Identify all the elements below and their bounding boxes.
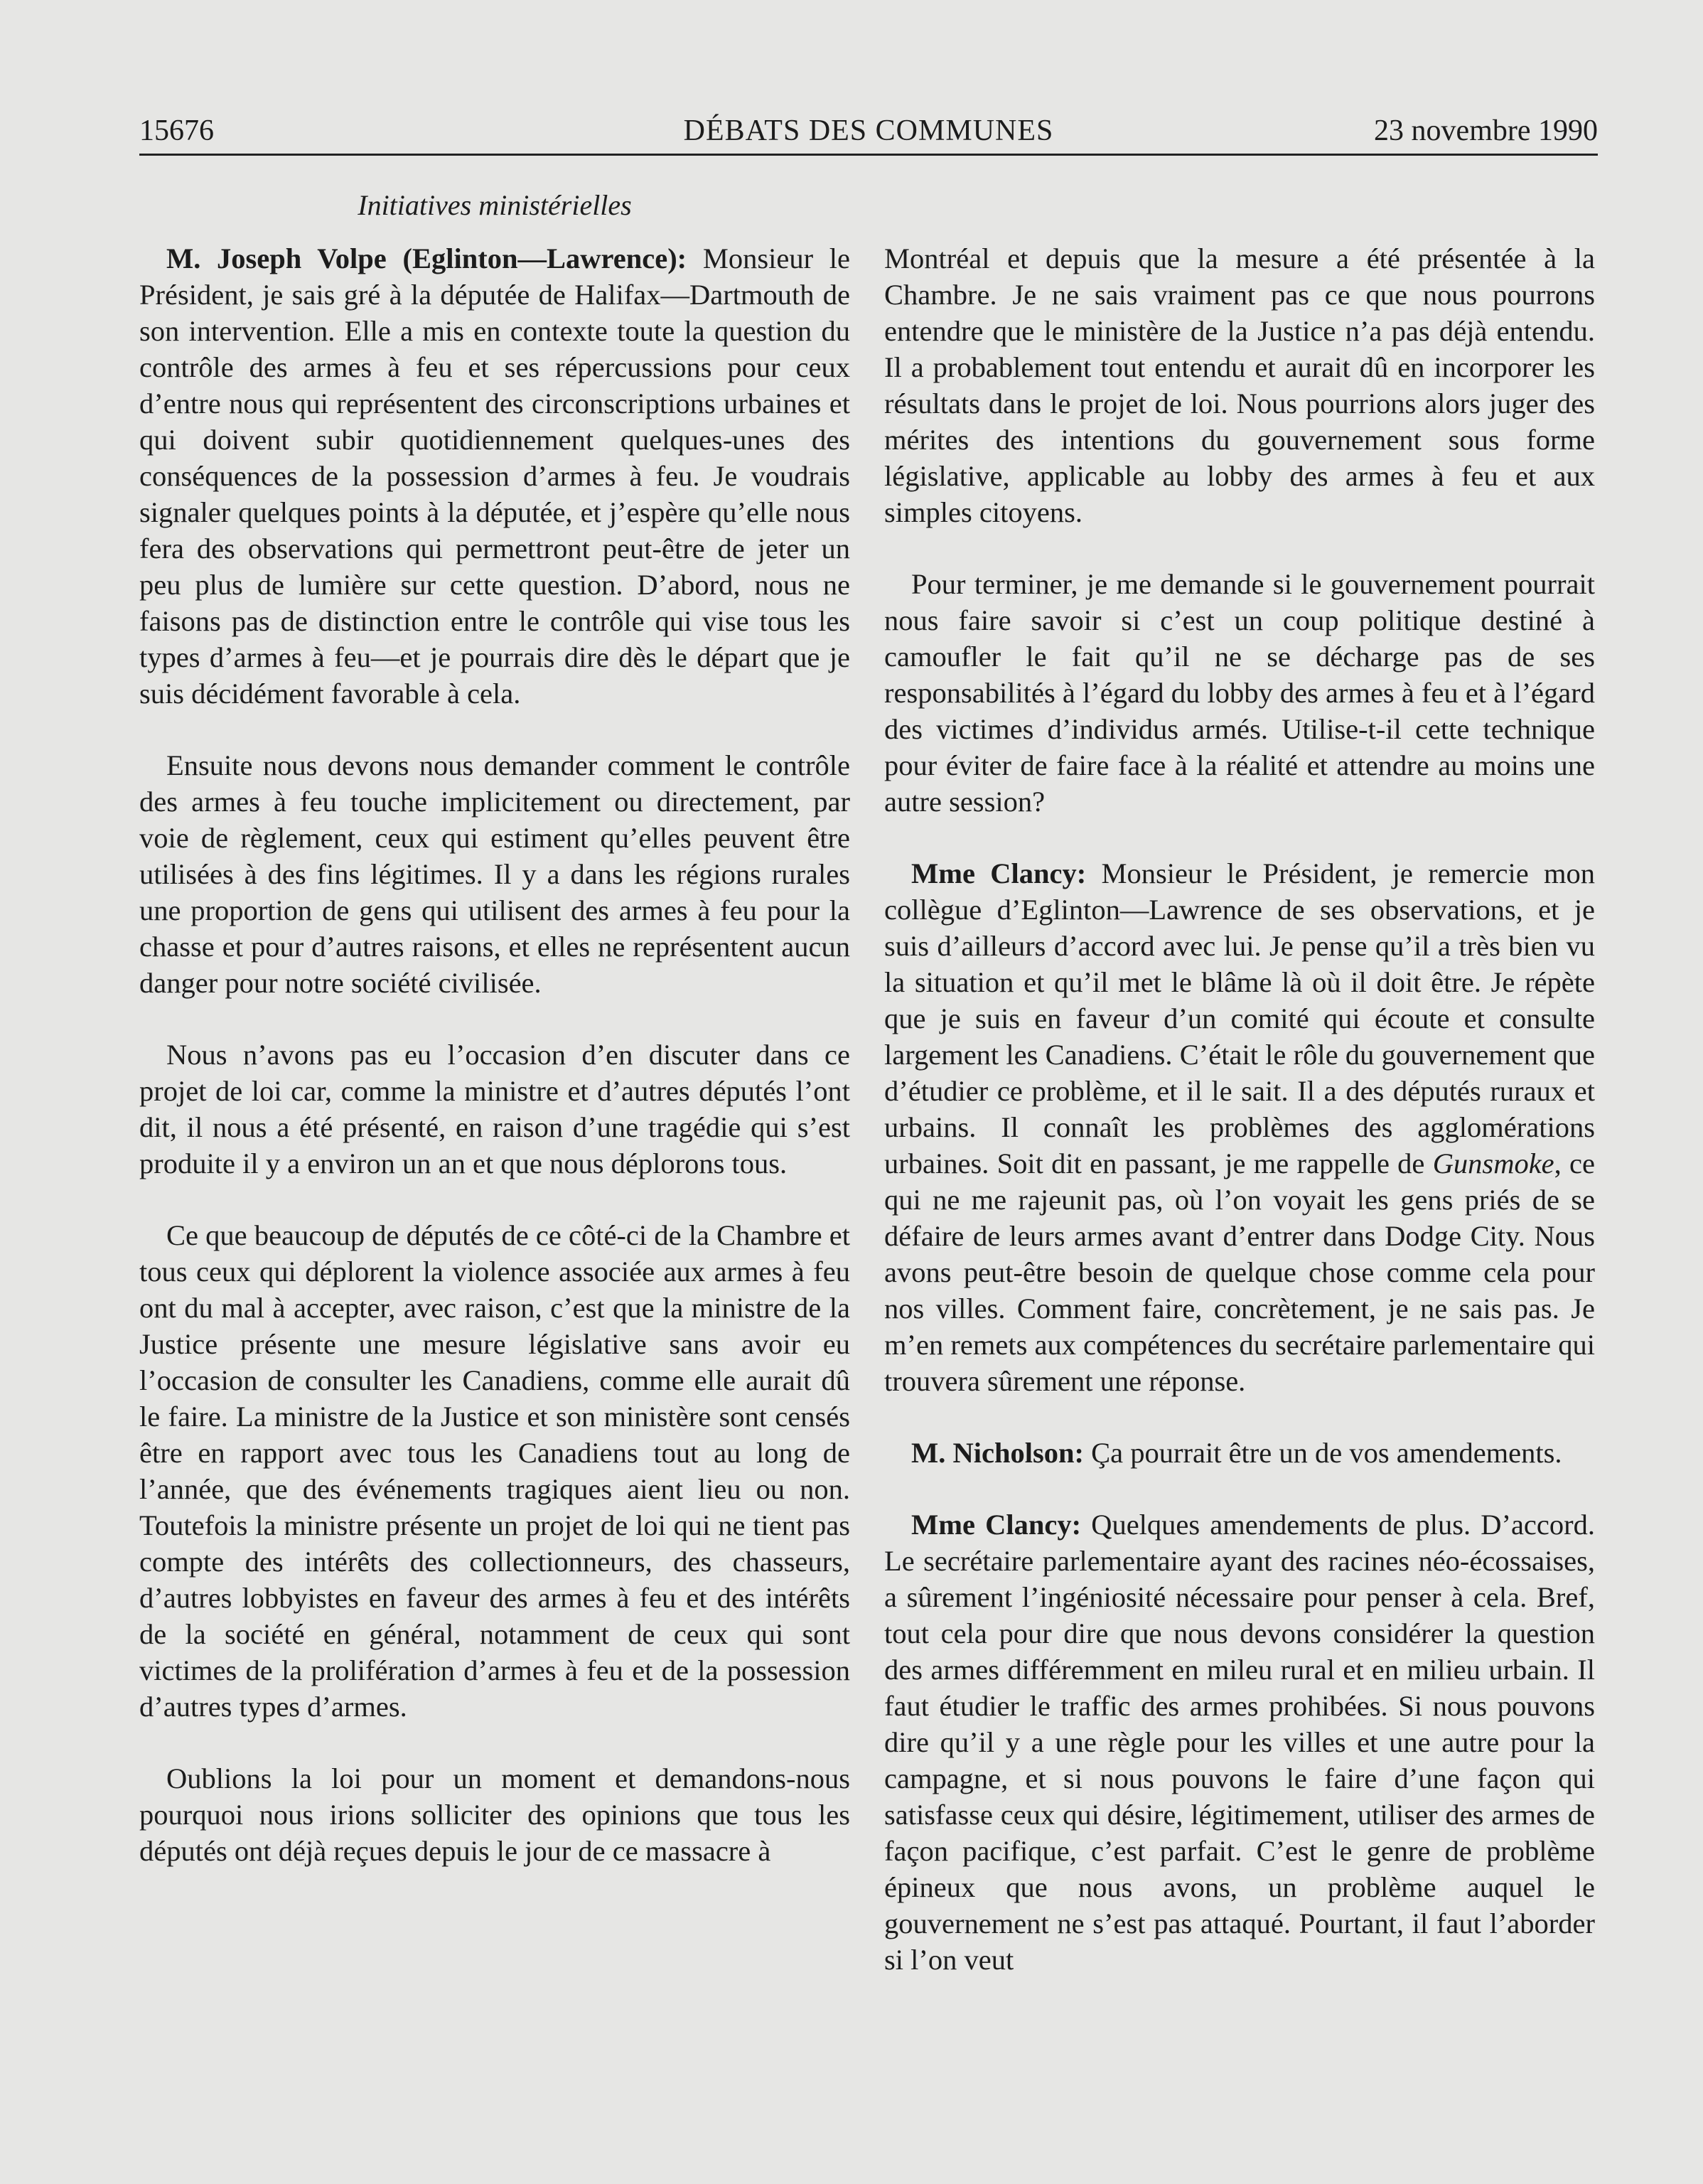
paragraph [884, 1435, 1595, 1471]
paragraph [884, 1506, 1595, 1978]
paragraph: Nous n’avons pas eu l’occasion d’en discuter dans ce projet de loi car, comme la ministre et d’autres députés l’ont dit, il nous a été présenté, en raison d’une tragédie qui s’est produite il y a environ un an et que nous déplorons tous. [139, 1039, 850, 1179]
speaker-name: Mme Clancy: [911, 857, 1087, 889]
publication-title: DÉBATS DES COMMUNES [683, 114, 1054, 147]
speaker-name: M. Nicholson: [911, 1437, 1084, 1469]
speaker-name: Mme Clancy: [911, 1509, 1082, 1541]
paragraph: Ensuite nous devons nous demander comment le contrôle des armes à feu touche implicitement ou directement, par voie de règlement, ceux qui estiment qu’elles peuvent être utilisées à des fins légitimes. Il y a dans les régions rurales une proportion de gens qui utilisent des armes à feu pour la chasse et pour d’autres raisons, et elles ne représentent aucun danger pour notre société civilisée. [139, 749, 850, 999]
paragraph-text: Ça pourrait être un de vos amendements. [1084, 1437, 1562, 1469]
section-title: Initiatives ministérielles [358, 189, 632, 221]
paragraph: Ce que beaucoup de députés de ce côté-ci de la Chambre et tous ceux qui déplorent la violence associée aux armes à feu ont du mal à accepter, avec raison, c’est que la ministre de la Justice présente une mesure législative sans avoir eu l’occasion de consulter les Canadiens, comme elle aurait dû le faire. La ministre de la Justice et son ministère sont censés être en rapport avec tous les Canadiens tout au long de l’année, que des événements tragiques aient lieu ou non. Toutefois la ministre présente un projet de loi qui ne tient pas compte des intérêts des collectionneurs, des chasseurs, d’autres lobbyistes en faveur des armes à feu et des intérêts de la société en général, notamment de ceux qui sont victimes de la prolifération d’armes à feu et de la possession d’autres types d’armes. [139, 1219, 850, 1723]
left-column [139, 240, 850, 1905]
page-header [139, 114, 1598, 156]
publication-date: 23 novembre 1990 [1374, 114, 1598, 147]
paragraph: Oublions la loi pour un moment et demandons-nous pourquoi nous irions solliciter des opinions que tous les députés ont déjà reçues depuis le jour de ce massacre à [139, 1762, 850, 1867]
paragraph-text: Monsieur le Président, je sais gré à la députée de Halifax—Dartmouth de son intervention. Elle a mis en contexte toute la question du contrôle des armes à feu et ses répercussions pour ceux d’entre nous qui représentent des circonscriptions urbaines et qui doivent subir quotidiennement quelques-unes des conséquences de la possession d’armes à feu. Je voudrais signaler quelques points à la députée, et j’espère qu’elle nous fera des observations qui permettront peut-être de jeter un peu plus de lumière sur cette question. D’abord, nous ne faisons pas de distinction entre le contrôle qui vise tous les types d’armes à feu—et je pourrais dire dès le départ que je suis décidément favorable à cela. [139, 242, 850, 710]
right-column [884, 240, 1595, 2013]
show-title: Gunsmoke [1432, 1147, 1554, 1179]
paragraph [139, 240, 850, 712]
page-number: 15676 [139, 114, 214, 147]
paragraph-text: , ce qui ne me rajeunit pas, où l’on voyait les gens priés de se défaire de leurs armes avant d’entrer dans Dodge City. Nous avons peut-être besoin de quelque chose comme cela pour nos villes. Comment faire, concrètement, je ne sais pas. Je m’en remets aux compétences du secrétaire parlementaire qui trouvera sûrement une réponse. [884, 1147, 1595, 1397]
paragraph-text: Quelques amendements de plus. D’accord. Le secrétaire parlementaire ayant des racines néo-écossaises, a sûrement l’ingéniosité nécessaire pour penser à cela. Bref, tout cela pour dire que nous devons considérer la question des armes différemment en mileu rural et en milieu urbain. Il faut étudier le traffic des armes prohibées. Si nous pouvons dire qu’il y a une règle pour les villes et une autre pour la campagne, et si nous pouvons le faire d’une façon qui satisfasse ceux qui désire, légitimement, utiliser des armes de façon pacifique, c’est parfait. C’est le genre de problème épineux que nous avons, un problème auquel le gouvernement ne s’est pas attaqué. Pourtant, il faut l’aborder si l’on veut [884, 1509, 1595, 1976]
header-rule [139, 154, 1598, 156]
paragraph: Pour terminer, je me demande si le gouvernement pourrait nous faire savoir si c’est un coup politique destiné à camoufler le fait qu’il ne se décharge pas de ses responsabilités à l’égard du lobby des armes à feu et à l’égard des victimes d’individus armés. Utilise-t-il cette technique pour éviter de faire face à la réalité et attendre au moins une autre session? [884, 568, 1595, 818]
speaker-name: M. Joseph Volpe (Eglinton—Lawrence): [166, 242, 687, 274]
paragraph: Montréal et depuis que la mesure a été présentée à la Chambre. Je ne sais vraiment pas ce que nous pourrons entendre que le ministère de la Justice n’a pas déjà entendu. Il a probablement tout entendu et aurait dû en incorporer les résultats dans le projet de loi. Nous pourrions alors juger des mérites des intentions du gouvernement sous forme législative, applicable au lobby des armes à feu et aux simples citoyens. [884, 242, 1595, 528]
paragraph [884, 855, 1595, 1399]
paragraph-text: Monsieur le Président, je remercie mon collègue d’Eglinton—Lawrence de ses observations, et je suis d’ailleurs d’accord avec lui. Je pense qu’il a très bien vu la situation et qu’il met le blâme là où il doit être. Je répète que je suis en faveur d’un comité qui écoute et consulte largement les Canadiens. C’était le rôle du gouvernement que d’étudier ce problème, et il le sait. Il a des députés ruraux et urbains. Il connaît les problèmes des agglomérations urbaines. Soit dit en passant, je me rappelle de [884, 857, 1595, 1179]
